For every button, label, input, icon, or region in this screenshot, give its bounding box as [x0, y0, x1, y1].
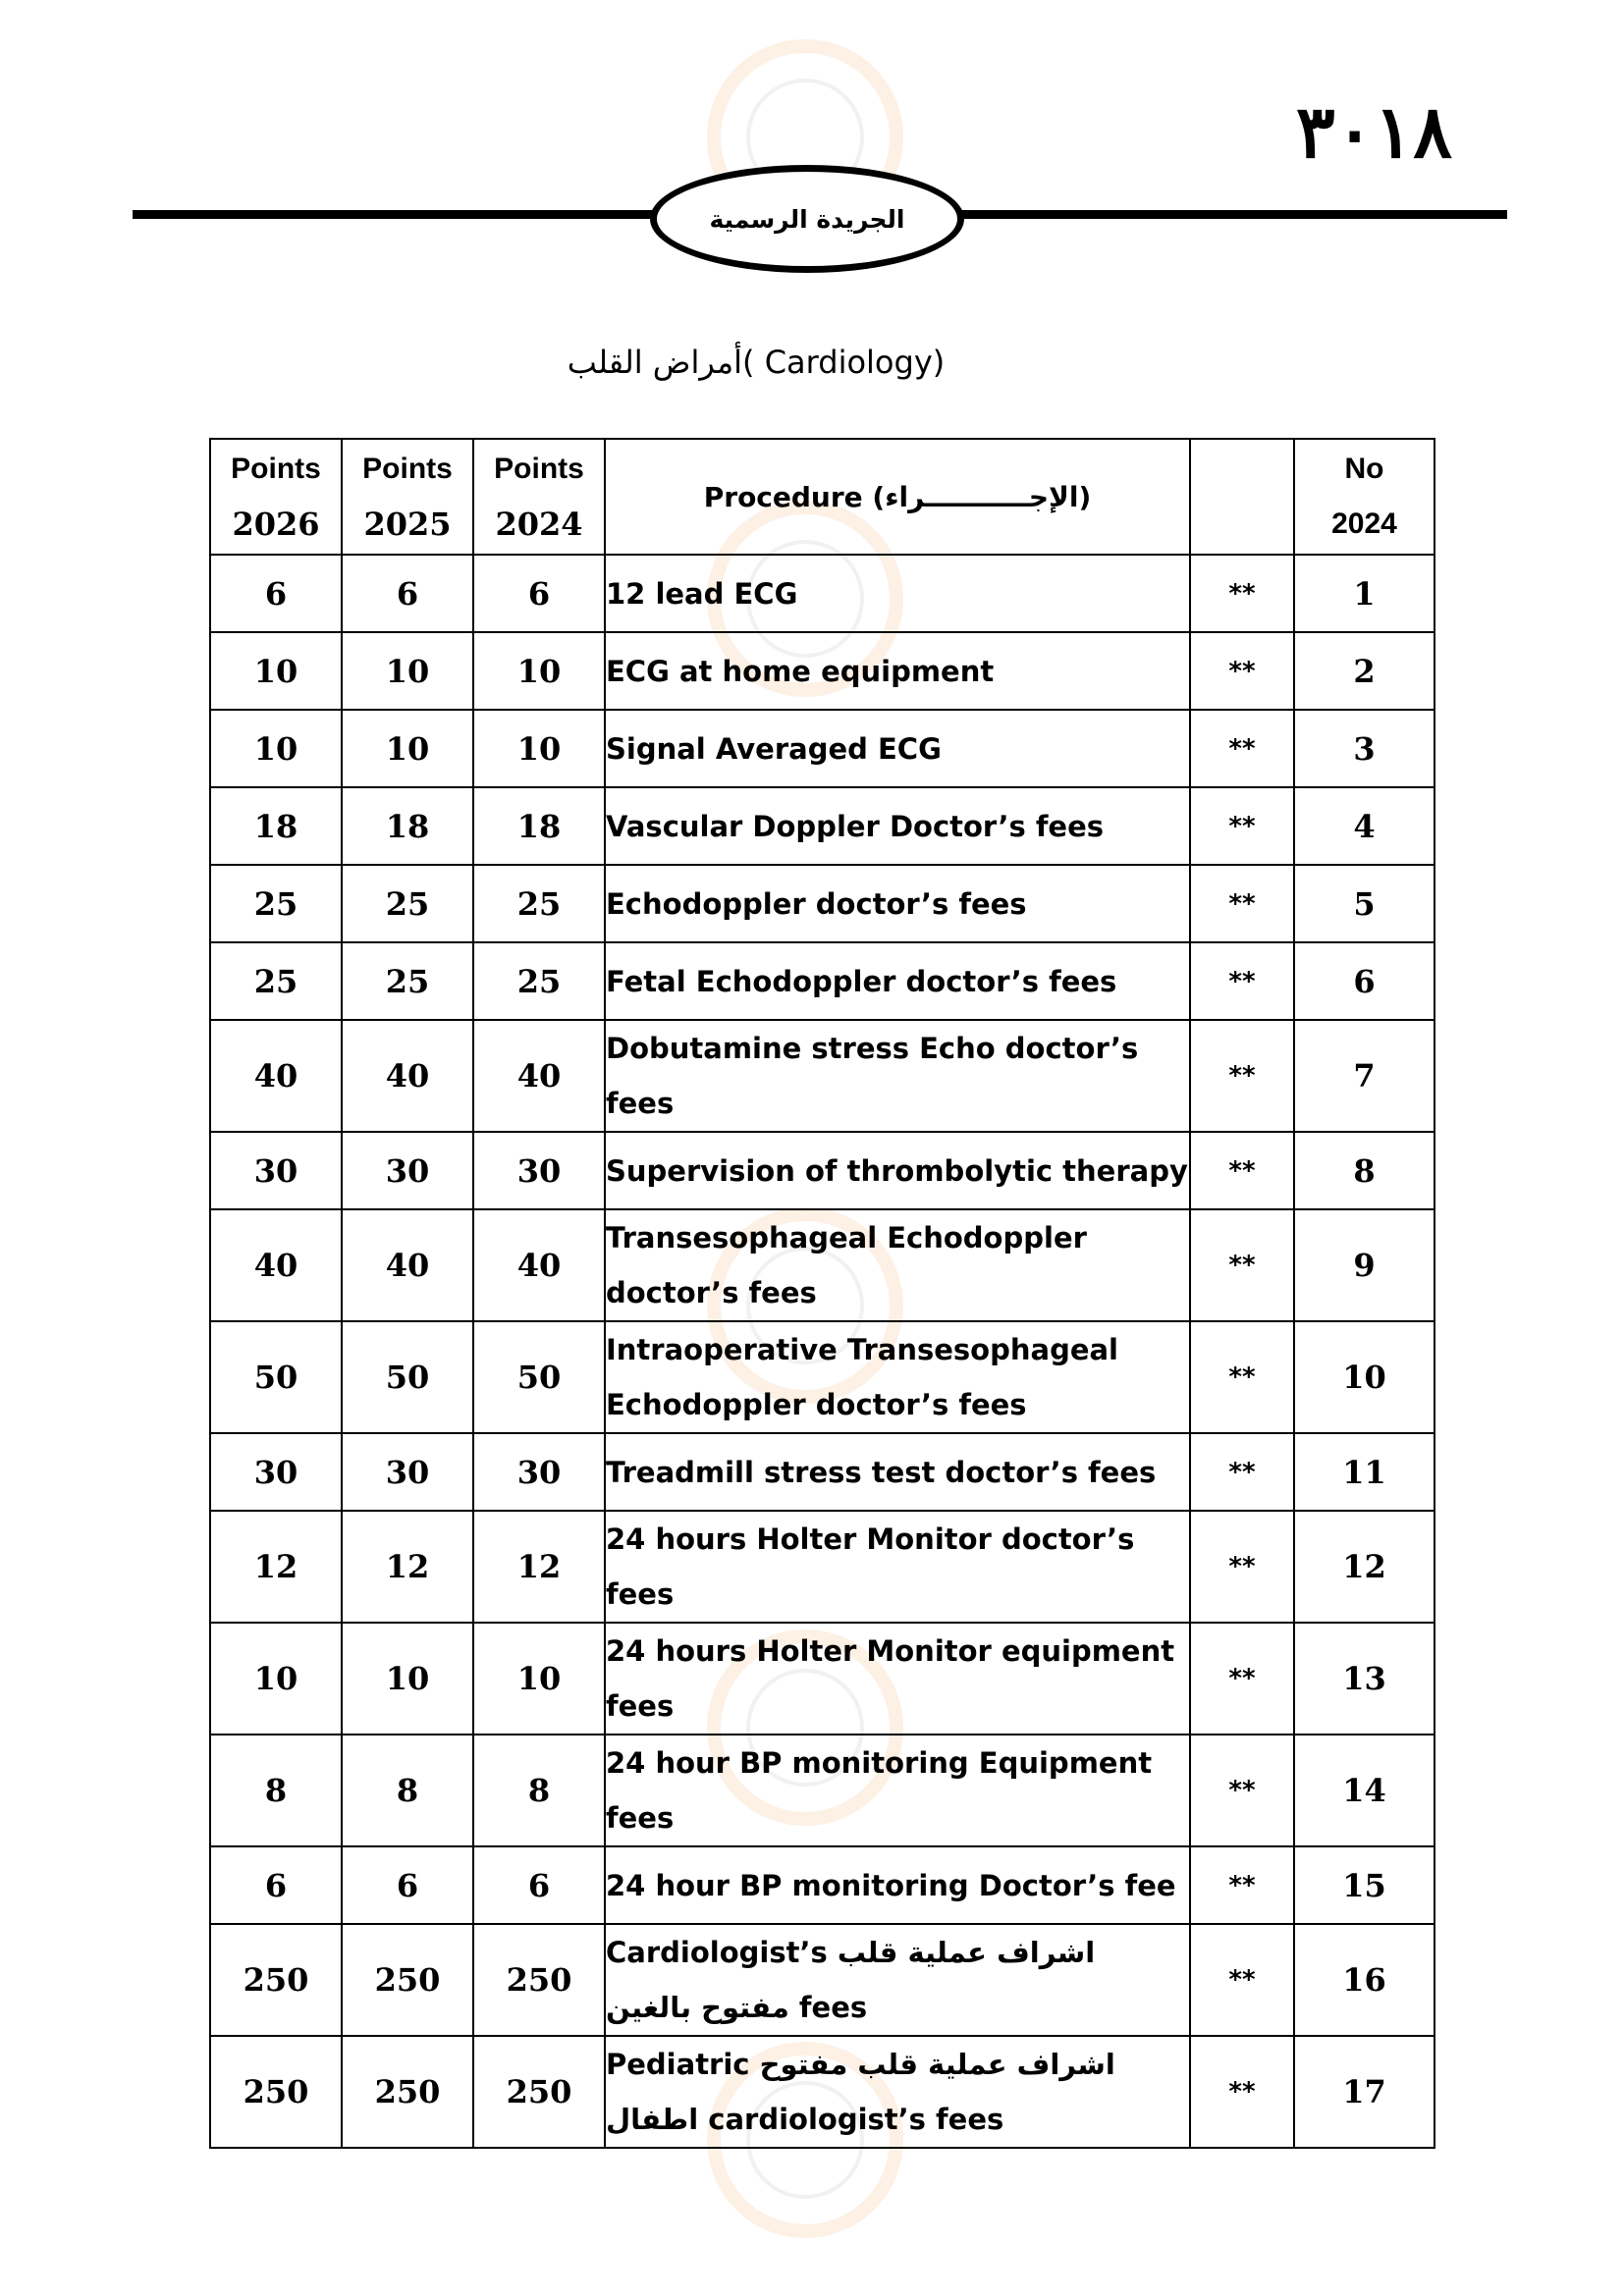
points-2026-cell: 30	[210, 1433, 342, 1511]
procedure-cell: Signal Averaged ECG	[605, 710, 1190, 787]
points-2026-cell: 6	[210, 555, 342, 632]
procedure-cell: Vascular Doppler Doctor’s fees	[605, 787, 1190, 865]
marker-cell: **	[1190, 1511, 1294, 1623]
row-number-cell: 5	[1294, 865, 1435, 942]
table-row	[210, 1846, 1435, 1924]
row-number-cell: 14	[1294, 1735, 1435, 1846]
marker-cell: **	[1190, 1924, 1294, 2036]
points-2024-cell: 25	[473, 942, 605, 1020]
points-2026-cell: 8	[210, 1735, 342, 1846]
row-number-cell: 2	[1294, 632, 1435, 710]
points-2026-cell: 10	[210, 1623, 342, 1735]
points-2024-cell: 50	[473, 1321, 605, 1433]
row-number-cell: 17	[1294, 2036, 1435, 2148]
marker-cell: **	[1190, 865, 1294, 942]
points-2026-cell: 10	[210, 632, 342, 710]
table-row	[210, 787, 1435, 865]
table-row	[210, 632, 1435, 710]
row-number-cell: 3	[1294, 710, 1435, 787]
row-number-cell: 10	[1294, 1321, 1435, 1433]
table-row	[210, 1511, 1435, 1623]
publication-title: الجريدة الرسمية	[709, 204, 905, 234]
points-2024-cell: 18	[473, 787, 605, 865]
table-row	[210, 1433, 1435, 1511]
table-row	[210, 865, 1435, 942]
marker-cell: **	[1190, 2036, 1294, 2148]
procedure-cell: Cardiologist’s اشراف عملية قلب مفتوح بالغين fees	[605, 1924, 1190, 2036]
marker-cell: **	[1190, 1735, 1294, 1846]
procedure-cell: Supervision of thrombolytic therapy	[605, 1132, 1190, 1209]
points-2024-cell: 40	[473, 1020, 605, 1132]
points-2026-cell: 40	[210, 1020, 342, 1132]
marker-cell: **	[1190, 1321, 1294, 1433]
table-row	[210, 1623, 1435, 1735]
table-row	[210, 555, 1435, 632]
points-2026-cell: 50	[210, 1321, 342, 1433]
fees-table	[209, 438, 1435, 2149]
row-number-cell: 8	[1294, 1132, 1435, 1209]
procedure-cell: 24 hours Holter Monitor doctor’s fees	[605, 1511, 1190, 1623]
points-2025-cell: 6	[342, 1846, 473, 1924]
table-row	[210, 1735, 1435, 1846]
marker-cell: **	[1190, 1132, 1294, 1209]
points-2026-cell: 12	[210, 1511, 342, 1623]
marker-cell: **	[1190, 555, 1294, 632]
marker-cell: **	[1190, 632, 1294, 710]
marker-cell: **	[1190, 787, 1294, 865]
row-number-cell: 13	[1294, 1623, 1435, 1735]
points-2025-cell: 10	[342, 632, 473, 710]
points-2024-cell: 250	[473, 2036, 605, 2148]
points-2024-cell: 8	[473, 1735, 605, 1846]
table-row	[210, 1209, 1435, 1321]
points-2026-cell: 25	[210, 942, 342, 1020]
points-2025-cell: 250	[342, 1924, 473, 2036]
points-2025-cell: 40	[342, 1020, 473, 1132]
marker-cell: **	[1190, 1846, 1294, 1924]
header-points-2026: Points 2026	[210, 439, 342, 555]
row-number-cell: 16	[1294, 1924, 1435, 2036]
procedure-cell: ECG at home equipment	[605, 632, 1190, 710]
row-number-cell: 1	[1294, 555, 1435, 632]
page-number: ٣٠١٨	[1296, 90, 1452, 175]
header-points-2025: Points 2025	[342, 439, 473, 555]
table-row	[210, 1132, 1435, 1209]
procedure-cell: Transesophageal Echodoppler doctor’s fees	[605, 1209, 1190, 1321]
table-row	[210, 1924, 1435, 2036]
points-2025-cell: 30	[342, 1132, 473, 1209]
table-row	[210, 710, 1435, 787]
points-2024-cell: 10	[473, 632, 605, 710]
publication-badge	[650, 165, 964, 273]
procedure-cell: 24 hour BP monitoring Doctor’s fee	[605, 1846, 1190, 1924]
row-number-cell: 15	[1294, 1846, 1435, 1924]
row-number-cell: 11	[1294, 1433, 1435, 1511]
table-header-row	[210, 439, 1435, 555]
procedure-cell: Treadmill stress test doctor’s fees	[605, 1433, 1190, 1511]
procedure-cell: Fetal Echodoppler doctor’s fees	[605, 942, 1190, 1020]
header-points-2024: Points 2024	[473, 439, 605, 555]
header-marker	[1190, 439, 1294, 555]
points-2025-cell: 250	[342, 2036, 473, 2148]
marker-cell: **	[1190, 1209, 1294, 1321]
points-2024-cell: 40	[473, 1209, 605, 1321]
points-2024-cell: 12	[473, 1511, 605, 1623]
points-2026-cell: 30	[210, 1132, 342, 1209]
procedure-cell: Pediatric اشراف عملية قلب مفتوح اطفال cardiologist’s fees	[605, 2036, 1190, 2148]
points-2025-cell: 50	[342, 1321, 473, 1433]
marker-cell: **	[1190, 942, 1294, 1020]
points-2024-cell: 6	[473, 555, 605, 632]
points-2024-cell: 6	[473, 1846, 605, 1924]
points-2024-cell: 250	[473, 1924, 605, 2036]
header-procedure: Procedure (الإجـــــــــــراء)	[605, 439, 1190, 555]
points-2026-cell: 250	[210, 1924, 342, 2036]
table-row	[210, 2036, 1435, 2148]
points-2026-cell: 25	[210, 865, 342, 942]
points-2026-cell: 6	[210, 1846, 342, 1924]
points-2026-cell: 10	[210, 710, 342, 787]
points-2024-cell: 10	[473, 1623, 605, 1735]
marker-cell: **	[1190, 1623, 1294, 1735]
procedure-cell: 24 hours Holter Monitor equipment fees	[605, 1623, 1190, 1735]
row-number-cell: 7	[1294, 1020, 1435, 1132]
points-2025-cell: 10	[342, 710, 473, 787]
points-2024-cell: 25	[473, 865, 605, 942]
points-2025-cell: 25	[342, 942, 473, 1020]
table-row	[210, 1321, 1435, 1433]
points-2026-cell: 250	[210, 2036, 342, 2148]
procedure-cell: Dobutamine stress Echo doctor’s fees	[605, 1020, 1190, 1132]
points-2024-cell: 30	[473, 1132, 605, 1209]
points-2024-cell: 10	[473, 710, 605, 787]
marker-cell: **	[1190, 1433, 1294, 1511]
procedure-cell: 12 lead ECG	[605, 555, 1190, 632]
marker-cell: **	[1190, 1020, 1294, 1132]
procedure-cell: 24 hour BP monitoring Equipment fees	[605, 1735, 1190, 1846]
points-2026-cell: 18	[210, 787, 342, 865]
points-2026-cell: 40	[210, 1209, 342, 1321]
row-number-cell: 9	[1294, 1209, 1435, 1321]
points-2025-cell: 8	[342, 1735, 473, 1846]
row-number-cell: 12	[1294, 1511, 1435, 1623]
row-number-cell: 6	[1294, 942, 1435, 1020]
points-2024-cell: 30	[473, 1433, 605, 1511]
points-2025-cell: 12	[342, 1511, 473, 1623]
points-2025-cell: 18	[342, 787, 473, 865]
points-2025-cell: 6	[342, 555, 473, 632]
table-row	[210, 1020, 1435, 1132]
row-number-cell: 4	[1294, 787, 1435, 865]
points-2025-cell: 40	[342, 1209, 473, 1321]
table-row	[210, 942, 1435, 1020]
procedure-cell: Intraoperative Transesophageal Echodoppler doctor’s fees	[605, 1321, 1190, 1433]
header-no: No 2024	[1294, 439, 1435, 555]
points-2025-cell: 10	[342, 1623, 473, 1735]
marker-cell: **	[1190, 710, 1294, 787]
procedure-cell: Echodoppler doctor’s fees	[605, 865, 1190, 942]
points-2025-cell: 25	[342, 865, 473, 942]
section-title: أمراض القلب( Cardiology)	[567, 344, 946, 381]
points-2025-cell: 30	[342, 1433, 473, 1511]
